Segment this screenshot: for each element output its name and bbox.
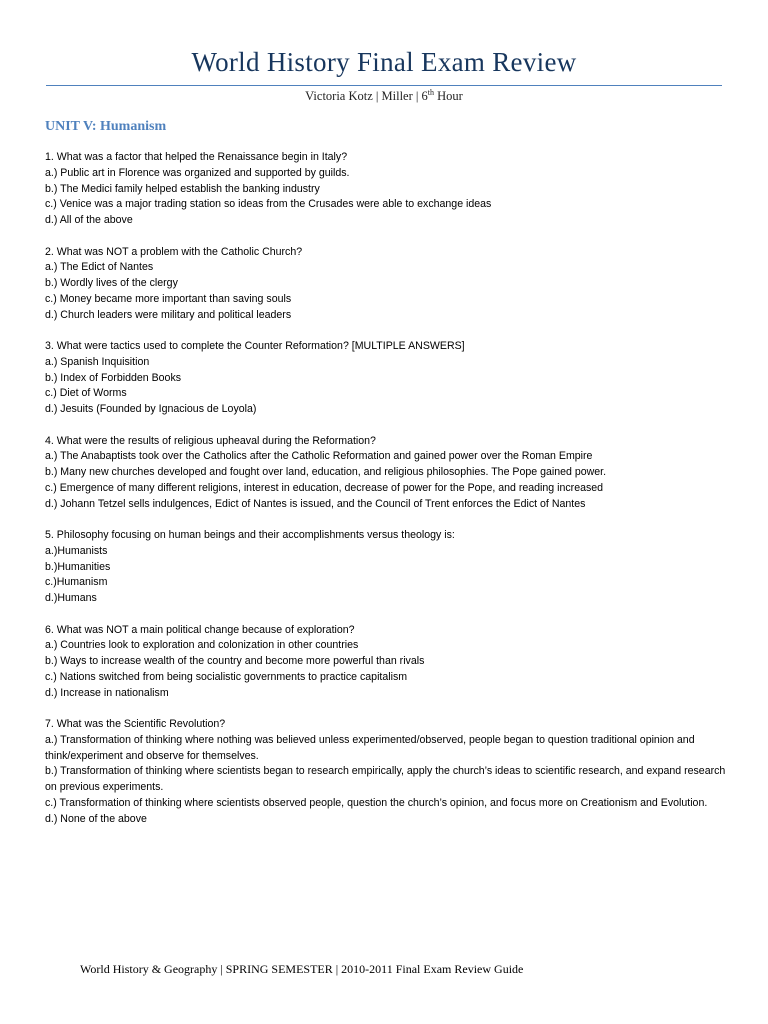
question-2	[45, 245, 735, 324]
answer-option: a.) The Edict of Nantes	[45, 261, 154, 274]
answer-option: b.) Transformation of thinking where scientists began to research empirically, apply the church’s ideas to scientific research, and expand research on previous experiments.	[45, 765, 726, 793]
answer-option: c.)Humanism	[45, 576, 108, 589]
answer-option: c.) Emergence of many different religions, interest in education, decrease of power for the Pope, and reading increased	[45, 481, 604, 494]
question-text: 1. What was a factor that helped the Renaissance begin in Italy?	[45, 151, 348, 163]
question-3	[45, 339, 735, 418]
question-7	[45, 717, 735, 827]
answer-option: c.) Money became more important than saving souls	[45, 292, 292, 305]
answer-option: b.) Many new churches developed and fought over land, education, and religious philosophies. The Pope gained power.	[45, 466, 607, 478]
answer-option: a.) The Anabaptists took over the Catholics after the Catholic Reformation and gained power over the Roman Empire	[45, 450, 593, 463]
question-text: 6. What was NOT a main political change because of exploration?	[45, 623, 355, 636]
subtitle-suffix: Hour	[434, 89, 463, 103]
answer-option: a.)Humanists	[45, 544, 108, 557]
answer-option: a.) Countries look to exploration and colonization in other countries	[45, 639, 359, 652]
answer-option: a.) Spanish Inquisition	[45, 355, 150, 368]
answer-option: b.) Ways to increase wealth of the country and become more powerful than rivals	[45, 655, 425, 667]
answer-option: d.) All of the above	[45, 214, 133, 226]
question-text: 5. Philosophy focusing on human beings and their accomplishments versus theology is:	[45, 529, 455, 541]
question-list	[45, 150, 735, 843]
answer-option: b.)Humanities	[45, 560, 111, 573]
answer-option: d.) Johann Tetzel sells indulgences, Edict of Nantes is issued, and the Council of Trent enforces the Edict of Nantes	[45, 497, 586, 510]
unit-heading: UNIT V: Humanism	[45, 119, 167, 134]
subtitle-prefix: Victoria Kotz | Miller | 6	[305, 89, 428, 103]
document-title: World History Final Exam Review	[191, 47, 577, 77]
page-footer: World History & Geography | SPRING SEMESTER | 2010-2011 Final Exam Review Guide	[80, 962, 524, 976]
answer-option: c.) Venice was a major trading station so ideas from the Crusades were able to exchange ideas	[45, 198, 492, 211]
answer-option: c.) Diet of Worms	[45, 387, 127, 400]
question-4	[45, 434, 735, 513]
question-1	[45, 150, 735, 229]
answer-option: c.) Transformation of thinking where scientists observed people, question the church’s opinion, and focus more on Creationism and Evolution.	[45, 796, 708, 809]
answer-option: d.) Increase in nationalism	[45, 686, 169, 699]
title-divider	[46, 85, 722, 86]
question-6	[45, 623, 735, 702]
answer-option: d.)Humans	[45, 592, 97, 604]
question-text: 4. What were the results of religious upheaval during the Reformation?	[45, 434, 376, 447]
subtitle-superscript: th	[427, 87, 435, 97]
question-text: 3. What were tactics used to complete the Counter Reformation? [MULTIPLE ANSWERS]	[45, 340, 465, 352]
answer-option: c.) Nations switched from being socialistic governments to practice capitalism	[45, 670, 408, 683]
answer-option: a.) Transformation of thinking where nothing was believed unless experimented/observed, people began to question traditional opinion and think/experiment and observe for themselves.	[45, 733, 695, 762]
question-text: 7. What was the Scientific Revolution?	[45, 718, 226, 730]
answer-option: a.) Public art in Florence was organized and supported by guilds.	[45, 166, 350, 179]
answer-option: d.) None of the above	[45, 812, 147, 825]
document-subtitle	[0, 89, 768, 104]
answer-option: b.) Wordly lives of the clergy	[45, 277, 178, 289]
question-5	[45, 528, 735, 607]
answer-option: b.) Index of Forbidden Books	[45, 371, 182, 384]
answer-option: d.) Jesuits (Founded by Ignacious de Loyola)	[45, 403, 257, 415]
question-text: 2. What was NOT a problem with the Catholic Church?	[45, 245, 303, 258]
answer-option: b.) The Medici family helped establish the banking industry	[45, 182, 320, 195]
answer-option: d.) Church leaders were military and political leaders	[45, 308, 292, 321]
